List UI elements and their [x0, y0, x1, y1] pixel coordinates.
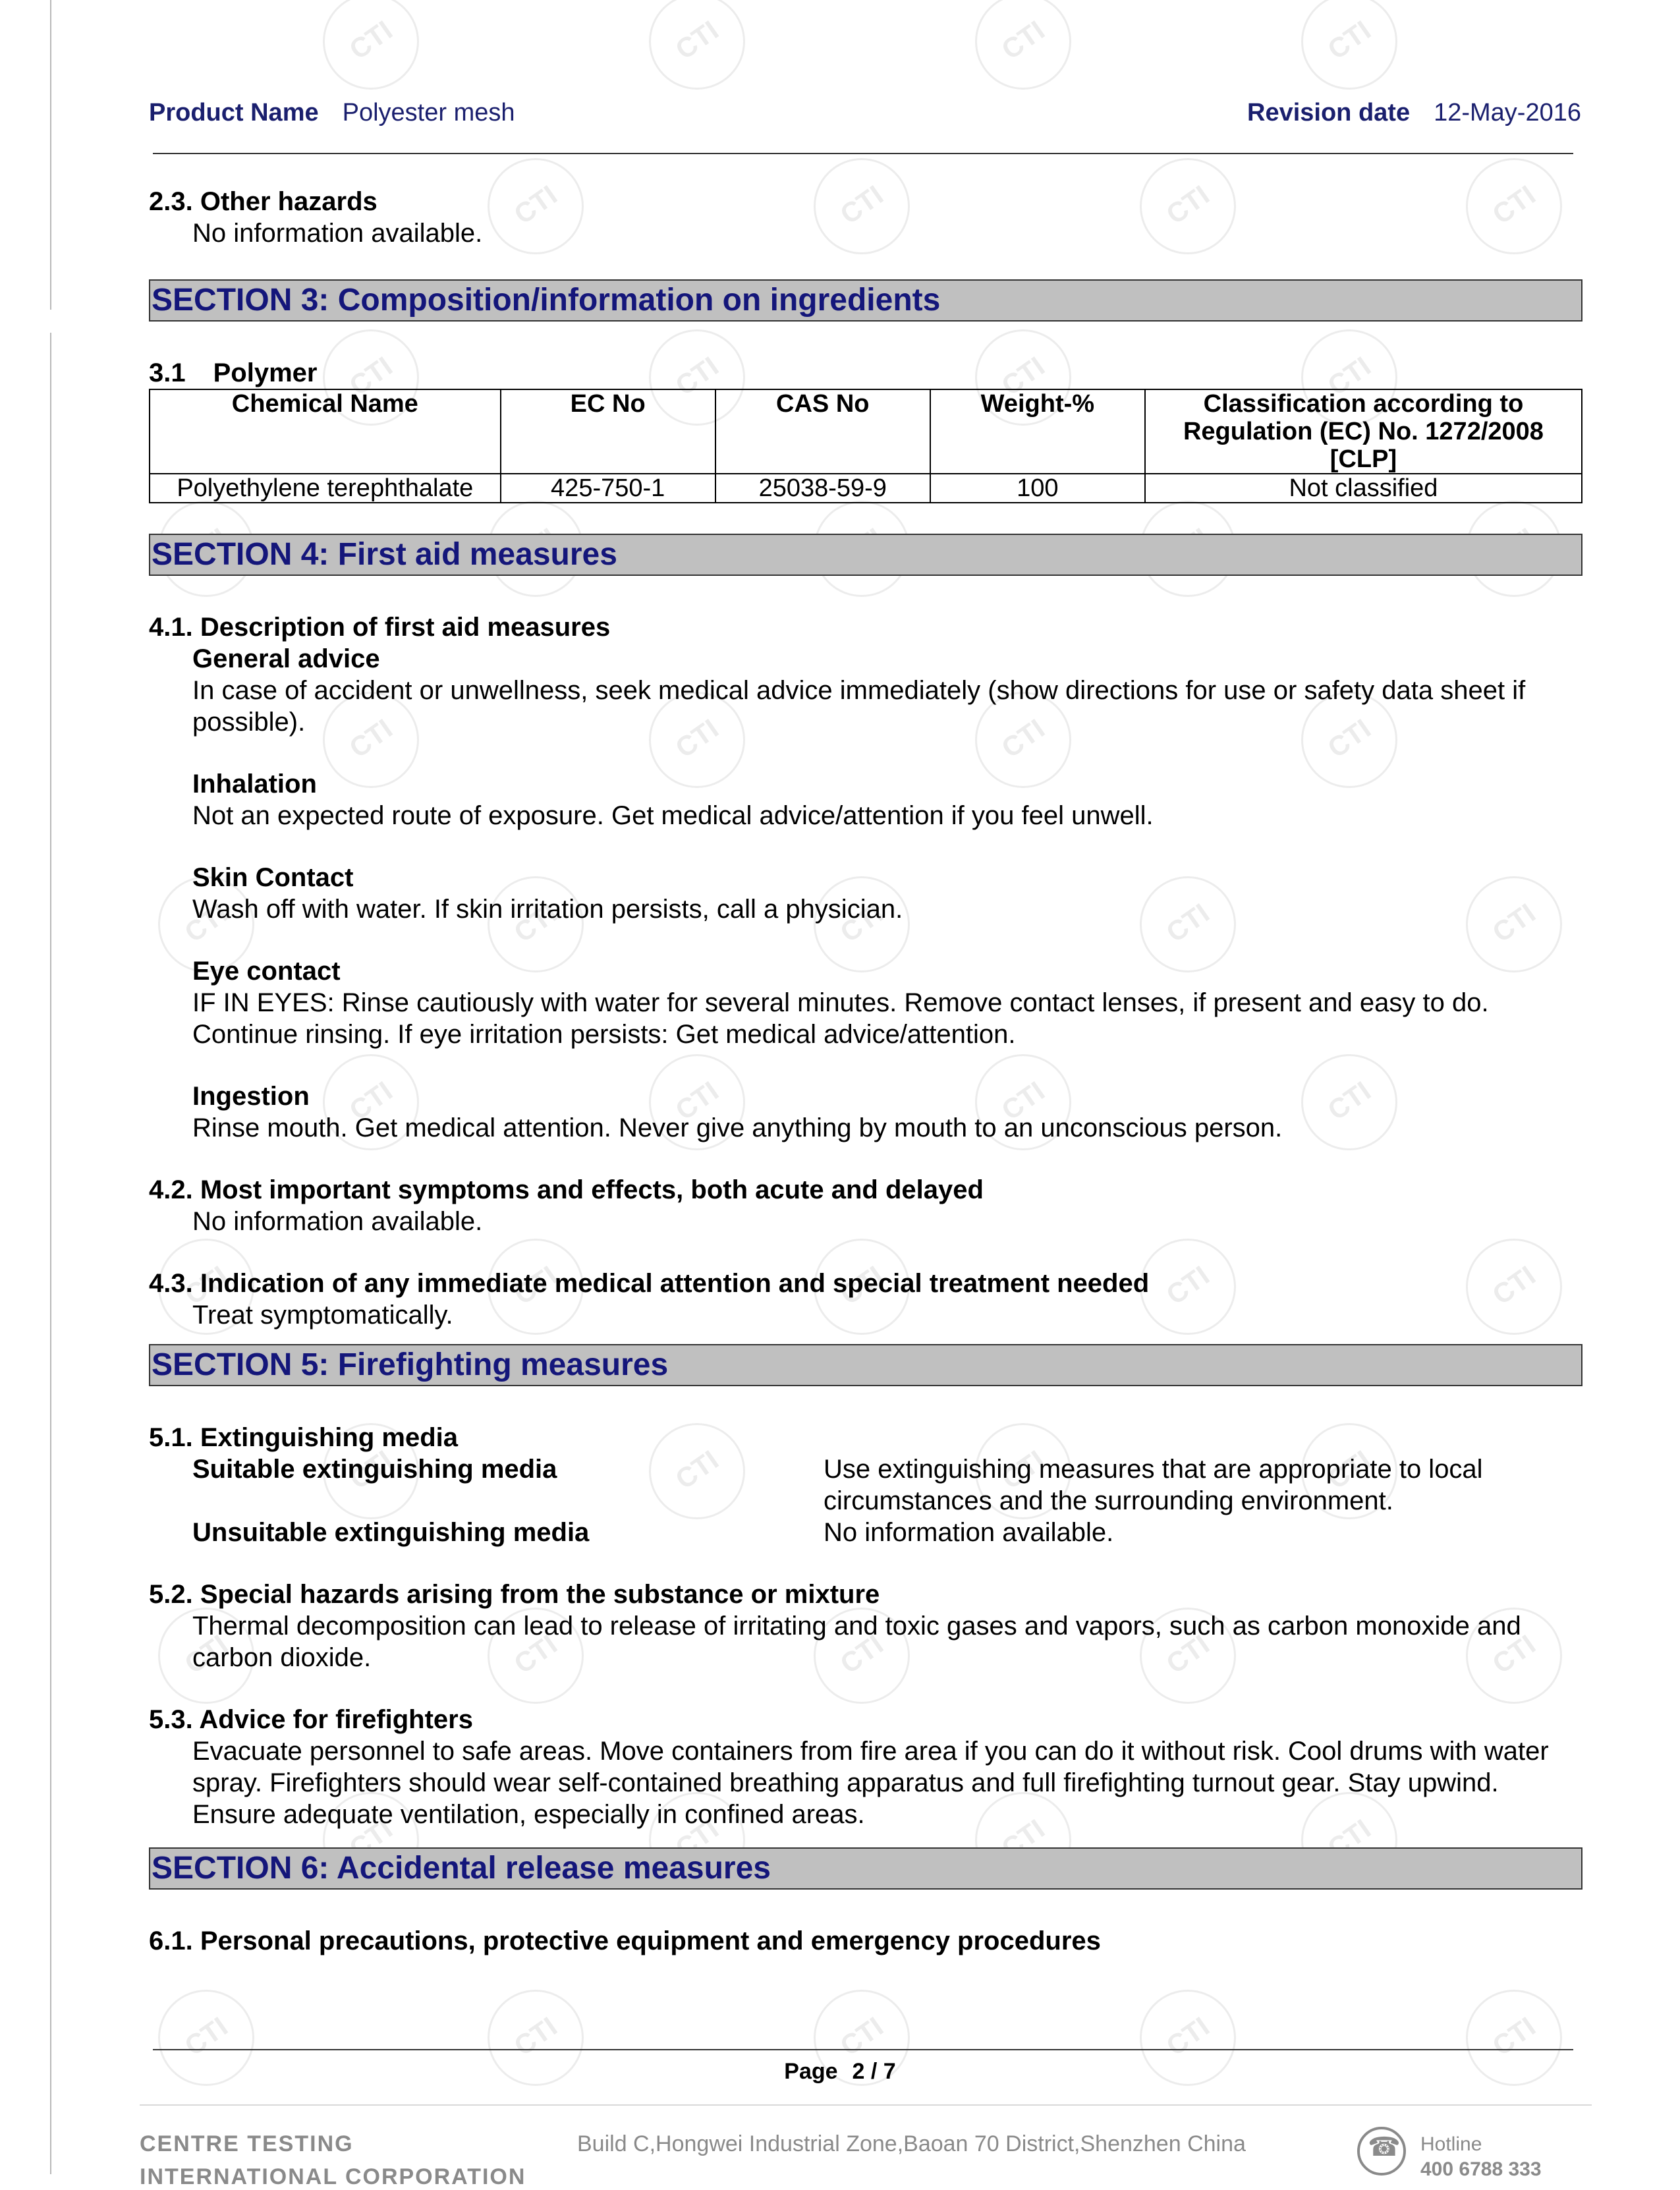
- section-5-header: SECTION 5: Firefighting measures: [149, 1344, 1582, 1386]
- left-margin-line: [50, 0, 51, 310]
- product-name-value: Polyester mesh: [342, 99, 515, 126]
- inhalation-text: Not an expected route of exposure. Get medical advice/attention if you feel unwell.: [192, 801, 1154, 830]
- page-number: [0, 2059, 1680, 2085]
- watermark-seal: [975, 0, 1071, 90]
- product-name: [149, 99, 515, 127]
- hotline-number: 400 6788 333: [1420, 2158, 1542, 2180]
- watermark-seal: [649, 0, 745, 90]
- ingestion-text: Rinse mouth. Get medical attention. Never give anything by mouth to an unconscious person.: [192, 1113, 1283, 1142]
- general-advice-heading: General advice: [192, 644, 380, 673]
- composition-table: [149, 389, 1582, 503]
- suitable-media-label: Suitable extinguishing media: [192, 1455, 557, 1484]
- section-6-header: SECTION 6: Accidental release measures: [149, 1847, 1582, 1890]
- footer-divider: [153, 2049, 1573, 2050]
- company-address: Build C,Hongwei Industrial Zone,Baoan 70 District,Shenzhen China: [577, 2131, 1246, 2156]
- table-cell: 25038-59-9: [715, 474, 930, 503]
- skin-contact-heading: Skin Contact: [192, 863, 354, 892]
- page-label: Page: [784, 2059, 838, 2084]
- revision-date-value: 12-May-2016: [1434, 99, 1581, 126]
- header-divider: [153, 153, 1573, 154]
- text-5-3: Evacuate personnel to safe areas. Move containers from fire area if you can do it without risk. Cool drums with water spray. Firefighters should wear self-contained breathing apparatus and full firefighting turnout gear. Stay upwind. Ensure adequate ventilation, especially in confined areas.: [192, 1737, 1549, 1829]
- heading-5-2: 5.2. Special hazards arising from the substance or mixture: [149, 1580, 880, 1609]
- eye-contact-text: IF IN EYES: Rinse cautiously with water for several minutes. Remove contact lenses, if present and easy to do. Continue rinsing. If eye irritation persists: Get medical advice/attention.: [192, 988, 1489, 1049]
- text-4-2: No information available.: [192, 1207, 483, 1236]
- company-name-line-2: INTERNATIONAL CORPORATION: [140, 2164, 526, 2189]
- unsuitable-media-value: No information available.: [824, 1518, 1114, 1547]
- heading-4-2: 4.2. Most important symptoms and effects, both acute and delayed: [149, 1175, 984, 1204]
- table-header-row: [150, 389, 1582, 474]
- hotline-label: Hotline: [1420, 2133, 1482, 2155]
- text-5-2: Thermal decomposition can lead to release of irritating and toxic gases and vapors, such as carbon monoxide and carbon dioxide.: [192, 1612, 1521, 1672]
- heading-5-1: 5.1. Extinguishing media: [149, 1423, 458, 1452]
- watermark-seal: [1301, 0, 1397, 90]
- phone-icon: [1357, 2127, 1406, 2176]
- heading-3-1-label: Polymer: [213, 358, 318, 387]
- heading-3-1-number: 3.1: [149, 358, 186, 387]
- heading-6-1: 6.1. Personal precautions, protective equipment and emergency procedures: [149, 1926, 1101, 1955]
- suitable-media-value: Use extinguishing measures that are appropriate to local circumstances and the surrounding environment.: [824, 1455, 1483, 1515]
- heading-3-1: [149, 357, 1582, 389]
- heading-4-1: 4.1. Description of first aid measures: [149, 613, 611, 642]
- left-margin-line: [50, 333, 51, 2174]
- column-header: Weight-%: [930, 389, 1145, 474]
- general-advice-text: In case of accident or unwellness, seek medical advice immediately (show directions for use or safety data sheet if possible).: [192, 676, 1526, 737]
- section-3-header: SECTION 3: Composition/information on ingredients: [149, 279, 1582, 322]
- unsuitable-media-row: [149, 1517, 1582, 1548]
- company-name: CENTRE TESTING: [140, 2131, 354, 2156]
- watermark-seal: [323, 0, 419, 90]
- column-header: Chemical Name: [150, 389, 501, 474]
- heading-4-3: 4.3. Indication of any immediate medical attention and special treatment needed: [149, 1269, 1150, 1298]
- suitable-media-row: [149, 1453, 1582, 1517]
- document-body: [149, 186, 1582, 1957]
- column-header: CAS No: [715, 389, 930, 474]
- unsuitable-media-label: Unsuitable extinguishing media: [192, 1518, 590, 1547]
- table-cell: 100: [930, 474, 1145, 503]
- footer-divider-light: [140, 2104, 1592, 2106]
- inhalation-heading: Inhalation: [192, 770, 317, 799]
- page-value: 2 / 7: [852, 2059, 896, 2084]
- table-cell: 425-750-1: [501, 474, 715, 503]
- table-row: [150, 474, 1582, 503]
- ingestion-heading: Ingestion: [192, 1082, 310, 1111]
- column-header: EC No: [501, 389, 715, 474]
- section-4-header: SECTION 4: First aid measures: [149, 534, 1582, 576]
- table-cell: Not classified: [1145, 474, 1582, 503]
- skin-contact-text: Wash off with water. If skin irritation persists, call a physician.: [192, 895, 903, 924]
- table-cell: Polyethylene terephthalate: [150, 474, 501, 503]
- column-header: Classification according to Regulation (EC) No. 1272/2008 [CLP]: [1145, 389, 1582, 474]
- revision-date-label: Revision date: [1247, 99, 1411, 126]
- eye-contact-heading: Eye contact: [192, 957, 341, 986]
- text-2-3: No information available.: [192, 219, 483, 248]
- product-name-label: Product Name: [149, 99, 319, 126]
- revision-date: [1247, 99, 1581, 127]
- text-4-3: Treat symptomatically.: [192, 1301, 453, 1330]
- heading-2-3: 2.3. Other hazards: [149, 187, 378, 216]
- heading-5-3: 5.3. Advice for firefighters: [149, 1705, 473, 1734]
